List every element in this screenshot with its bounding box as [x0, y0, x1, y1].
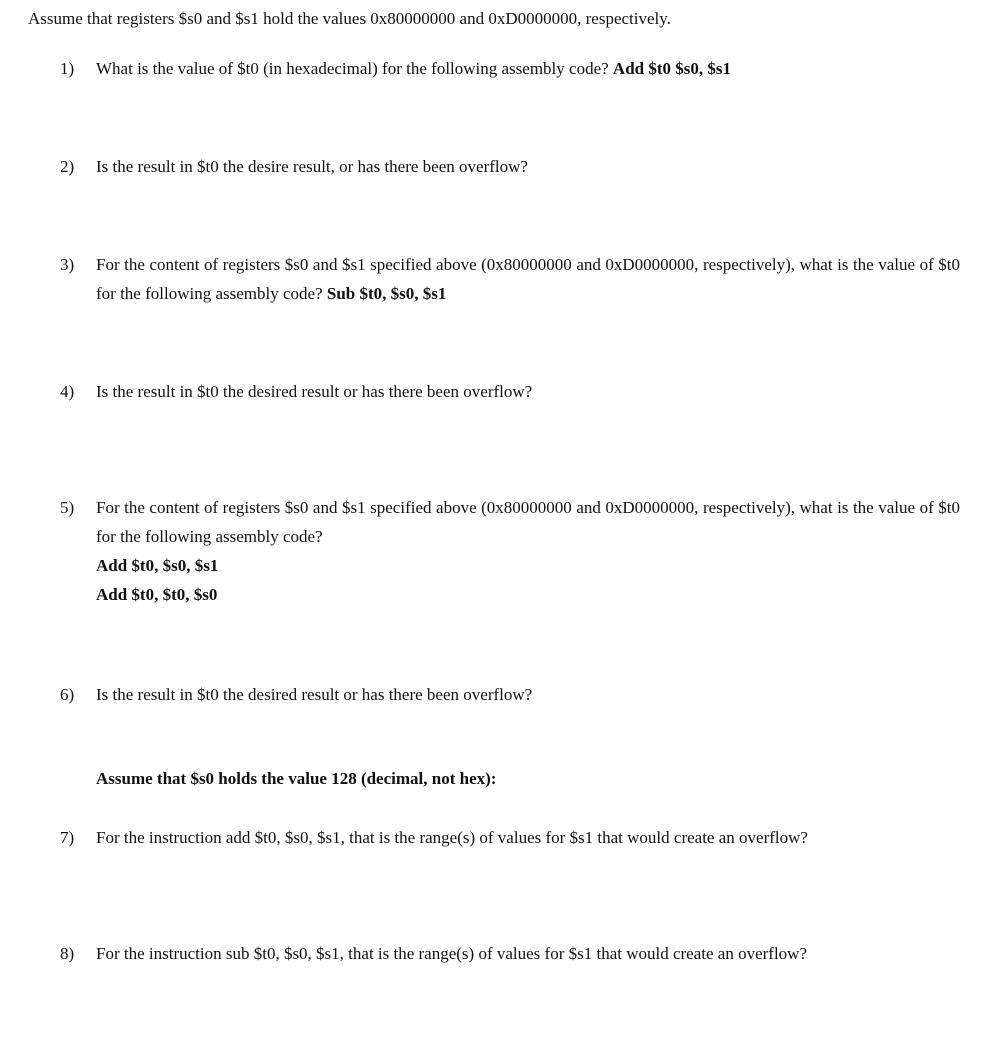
question-3 — [60, 250, 960, 308]
question-4 — [60, 377, 960, 406]
assembly-code-line-1: Add $t0, $s0, $s1 — [96, 556, 219, 575]
assembly-code-line-2: Add $t0, $t0, $s0 — [96, 585, 218, 604]
section-subheading: Assume that $s0 holds the value 128 (decimal, not hex): — [96, 769, 497, 788]
question-7 — [60, 823, 960, 852]
question-5 — [60, 493, 960, 609]
question-text: What is the value of $t0 (in hexadecimal) for the following assembly code? — [96, 59, 609, 78]
question-number: 8) — [60, 944, 75, 963]
question-6 — [60, 680, 960, 709]
question-1 — [60, 54, 960, 83]
question-text: Is the result in $t0 the desired result or has there been overflow? — [96, 685, 533, 704]
question-text: Is the result in $t0 the desired result or has there been overflow? — [96, 382, 533, 401]
question-text: For the instruction sub $t0, $s0, $s1, that is the range(s) of values for $s1 that would create an overflow? — [96, 944, 808, 963]
assembly-code: Add $t0 $s0, $s1 — [612, 59, 732, 78]
question-2 — [60, 152, 960, 181]
assembly-code: Sub $t0, $s0, $s1 — [326, 284, 447, 303]
question-number: 3) — [60, 255, 75, 274]
question-number: 6) — [60, 685, 75, 704]
question-text: Is the result in $t0 the desire result, or has there been overflow? — [96, 157, 528, 176]
question-body — [96, 54, 960, 83]
question-number: 5) — [60, 498, 75, 517]
question-number: 4) — [60, 382, 75, 401]
intro-text: Assume that registers $s0 and $s1 hold the values 0x80000000 and 0xD0000000, respectively. — [28, 9, 671, 28]
question-body — [96, 493, 960, 609]
question-number: 7) — [60, 828, 75, 847]
question-text: For the content of registers $s0 and $s1 specified above (0x80000000 and 0xD0000000, respectively), what is the value of $t0 for the following assembly code? — [96, 498, 960, 546]
question-text: For the content of registers $s0 and $s1 specified above (0x80000000 and 0xD0000000, respectively), what is the value of $t0 for the following assembly code? — [96, 255, 960, 303]
question-8 — [60, 939, 960, 968]
question-number: 1) — [60, 59, 75, 78]
question-body — [96, 250, 960, 308]
question-text: For the instruction add $t0, $s0, $s1, that is the range(s) of values for $s1 that would create an overflow? — [96, 828, 808, 847]
question-number: 2) — [60, 157, 75, 176]
